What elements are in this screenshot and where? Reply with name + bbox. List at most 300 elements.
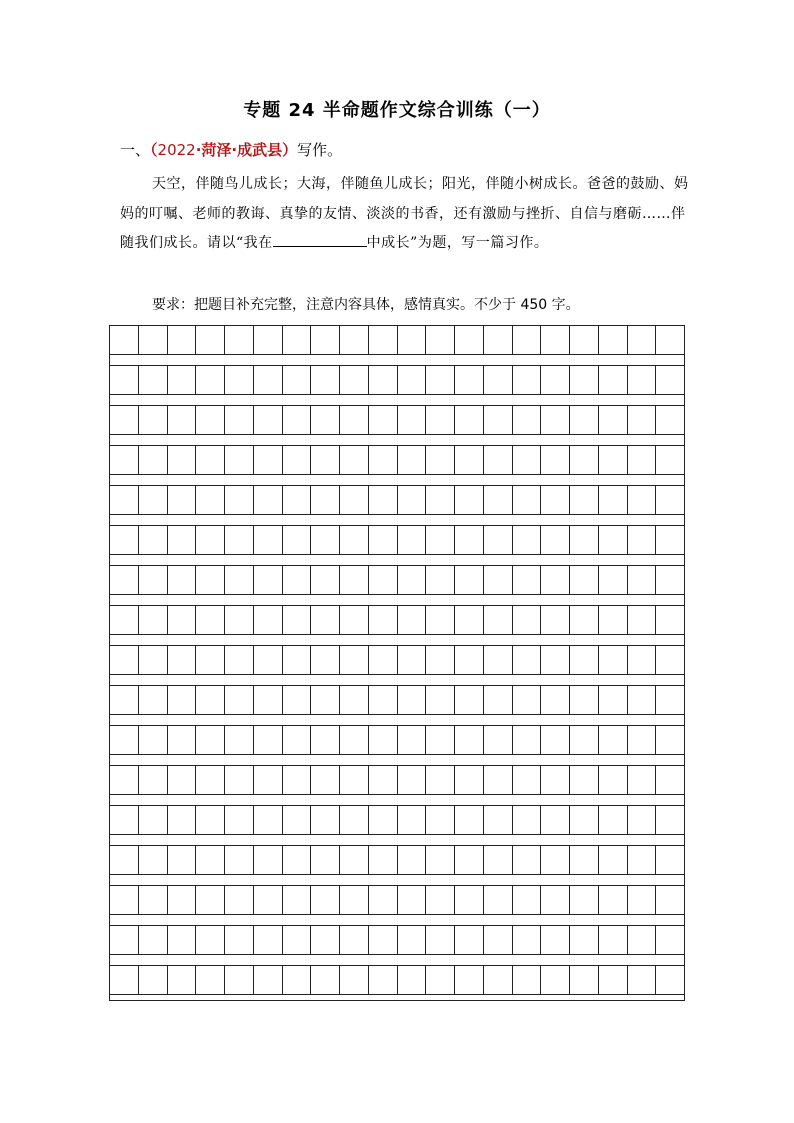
grid-cell[interactable]: [369, 726, 398, 754]
grid-cell[interactable]: [196, 886, 225, 914]
grid-cell[interactable]: [168, 686, 197, 714]
grid-cell[interactable]: [570, 846, 599, 874]
grid-cell[interactable]: [283, 846, 312, 874]
grid-cell[interactable]: [628, 486, 657, 514]
grid-cell[interactable]: [513, 326, 542, 354]
grid-cell[interactable]: [570, 326, 599, 354]
grid-cell[interactable]: [196, 526, 225, 554]
grid-cell[interactable]: [570, 926, 599, 954]
grid-cell[interactable]: [139, 766, 168, 794]
grid-cell[interactable]: [426, 406, 455, 434]
grid-cell[interactable]: [369, 646, 398, 674]
grid-cell[interactable]: [196, 846, 225, 874]
grid-cell[interactable]: [283, 406, 312, 434]
grid-cell[interactable]: [426, 326, 455, 354]
grid-cell[interactable]: [254, 406, 283, 434]
grid-cell[interactable]: [254, 566, 283, 594]
grid-cell[interactable]: [656, 766, 684, 794]
grid-cell[interactable]: [369, 846, 398, 874]
grid-cell[interactable]: [110, 406, 139, 434]
grid-cell[interactable]: [311, 446, 340, 474]
grid-cell[interactable]: [139, 526, 168, 554]
grid-cell[interactable]: [599, 486, 628, 514]
grid-cell[interactable]: [340, 606, 369, 634]
grid-cell[interactable]: [541, 846, 570, 874]
grid-cell[interactable]: [311, 686, 340, 714]
grid-cell[interactable]: [398, 846, 427, 874]
grid-cell[interactable]: [168, 326, 197, 354]
grid-cell[interactable]: [541, 606, 570, 634]
grid-cell[interactable]: [541, 806, 570, 834]
grid-cell[interactable]: [513, 406, 542, 434]
grid-cell[interactable]: [283, 606, 312, 634]
grid-cell[interactable]: [225, 966, 254, 994]
grid-cell[interactable]: [225, 686, 254, 714]
grid-cell[interactable]: [628, 806, 657, 834]
grid-cell[interactable]: [168, 486, 197, 514]
grid-cell[interactable]: [541, 966, 570, 994]
grid-cell[interactable]: [225, 486, 254, 514]
grid-cell[interactable]: [311, 606, 340, 634]
grid-cell[interactable]: [168, 566, 197, 594]
grid-cell[interactable]: [225, 806, 254, 834]
grid-cell[interactable]: [570, 886, 599, 914]
grid-cell[interactable]: [139, 326, 168, 354]
grid-cell[interactable]: [656, 726, 684, 754]
grid-cell[interactable]: [139, 446, 168, 474]
grid-cell[interactable]: [225, 846, 254, 874]
grid-cell[interactable]: [656, 526, 684, 554]
grid-cell[interactable]: [340, 926, 369, 954]
grid-cell[interactable]: [656, 646, 684, 674]
grid-cell[interactable]: [541, 726, 570, 754]
grid-cell[interactable]: [513, 566, 542, 594]
grid-cell[interactable]: [254, 726, 283, 754]
grid-cell[interactable]: [369, 926, 398, 954]
grid-cell[interactable]: [513, 886, 542, 914]
grid-cell[interactable]: [455, 646, 484, 674]
grid-cell[interactable]: [398, 646, 427, 674]
grid-cell[interactable]: [398, 686, 427, 714]
grid-cell[interactable]: [426, 686, 455, 714]
grid-cell[interactable]: [541, 886, 570, 914]
grid-cell[interactable]: [311, 366, 340, 394]
grid-cell[interactable]: [283, 966, 312, 994]
grid-cell[interactable]: [110, 526, 139, 554]
grid-cell[interactable]: [570, 486, 599, 514]
grid-cell[interactable]: [369, 886, 398, 914]
grid-cell[interactable]: [139, 486, 168, 514]
grid-cell[interactable]: [570, 366, 599, 394]
grid-cell[interactable]: [513, 926, 542, 954]
grid-cell[interactable]: [196, 766, 225, 794]
grid-cell[interactable]: [628, 846, 657, 874]
grid-cell[interactable]: [168, 646, 197, 674]
grid-cell[interactable]: [484, 966, 513, 994]
grid-cell[interactable]: [513, 686, 542, 714]
grid-cell[interactable]: [283, 326, 312, 354]
grid-cell[interactable]: [139, 566, 168, 594]
grid-cell[interactable]: [570, 566, 599, 594]
grid-cell[interactable]: [340, 366, 369, 394]
grid-cell[interactable]: [225, 926, 254, 954]
grid-cell[interactable]: [455, 446, 484, 474]
grid-cell[interactable]: [426, 486, 455, 514]
grid-cell[interactable]: [311, 326, 340, 354]
grid-cell[interactable]: [599, 726, 628, 754]
grid-cell[interactable]: [628, 686, 657, 714]
grid-cell[interactable]: [541, 446, 570, 474]
grid-cell[interactable]: [455, 766, 484, 794]
grid-cell[interactable]: [628, 526, 657, 554]
grid-cell[interactable]: [139, 726, 168, 754]
grid-cell[interactable]: [110, 566, 139, 594]
grid-cell[interactable]: [311, 566, 340, 594]
grid-cell[interactable]: [426, 446, 455, 474]
grid-cell[interactable]: [484, 686, 513, 714]
grid-cell[interactable]: [340, 446, 369, 474]
grid-cell[interactable]: [599, 406, 628, 434]
grid-cell[interactable]: [398, 526, 427, 554]
grid-cell[interactable]: [599, 326, 628, 354]
grid-cell[interactable]: [656, 846, 684, 874]
grid-cell[interactable]: [168, 726, 197, 754]
grid-cell[interactable]: [369, 566, 398, 594]
grid-cell[interactable]: [196, 566, 225, 594]
grid-cell[interactable]: [110, 326, 139, 354]
grid-cell[interactable]: [484, 446, 513, 474]
grid-cell[interactable]: [599, 566, 628, 594]
grid-cell[interactable]: [513, 726, 542, 754]
grid-cell[interactable]: [254, 846, 283, 874]
title-blank[interactable]: [273, 232, 367, 247]
grid-cell[interactable]: [369, 446, 398, 474]
grid-cell[interactable]: [311, 726, 340, 754]
grid-cell[interactable]: [541, 766, 570, 794]
grid-cell[interactable]: [484, 646, 513, 674]
grid-cell[interactable]: [110, 686, 139, 714]
grid-cell[interactable]: [139, 606, 168, 634]
grid-cell[interactable]: [283, 526, 312, 554]
grid-cell[interactable]: [455, 486, 484, 514]
grid-cell[interactable]: [570, 606, 599, 634]
grid-cell[interactable]: [455, 326, 484, 354]
grid-cell[interactable]: [340, 486, 369, 514]
grid-cell[interactable]: [656, 446, 684, 474]
grid-cell[interactable]: [196, 406, 225, 434]
grid-cell[interactable]: [196, 686, 225, 714]
grid-cell[interactable]: [484, 846, 513, 874]
grid-cell[interactable]: [628, 406, 657, 434]
grid-cell[interactable]: [656, 406, 684, 434]
grid-cell[interactable]: [570, 406, 599, 434]
grid-cell[interactable]: [513, 486, 542, 514]
grid-cell[interactable]: [599, 606, 628, 634]
grid-cell[interactable]: [426, 846, 455, 874]
grid-cell[interactable]: [340, 686, 369, 714]
grid-cell[interactable]: [656, 486, 684, 514]
grid-cell[interactable]: [369, 606, 398, 634]
grid-cell[interactable]: [196, 326, 225, 354]
grid-cell[interactable]: [225, 566, 254, 594]
grid-cell[interactable]: [513, 966, 542, 994]
grid-cell[interactable]: [426, 886, 455, 914]
grid-cell[interactable]: [110, 486, 139, 514]
grid-cell[interactable]: [513, 846, 542, 874]
grid-cell[interactable]: [599, 686, 628, 714]
grid-cell[interactable]: [340, 846, 369, 874]
grid-cell[interactable]: [513, 606, 542, 634]
grid-cell[interactable]: [283, 686, 312, 714]
grid-cell[interactable]: [225, 406, 254, 434]
grid-cell[interactable]: [196, 726, 225, 754]
grid-cell[interactable]: [369, 526, 398, 554]
grid-cell[interactable]: [225, 726, 254, 754]
grid-cell[interactable]: [628, 766, 657, 794]
grid-cell[interactable]: [455, 686, 484, 714]
grid-cell[interactable]: [484, 486, 513, 514]
grid-cell[interactable]: [340, 886, 369, 914]
grid-cell[interactable]: [628, 446, 657, 474]
grid-cell[interactable]: [340, 766, 369, 794]
grid-cell[interactable]: [455, 886, 484, 914]
grid-cell[interactable]: [225, 606, 254, 634]
grid-cell[interactable]: [628, 326, 657, 354]
grid-cell[interactable]: [311, 806, 340, 834]
grid-cell[interactable]: [110, 966, 139, 994]
grid-cell[interactable]: [168, 406, 197, 434]
grid-cell[interactable]: [398, 566, 427, 594]
grid-cell[interactable]: [254, 486, 283, 514]
grid-cell[interactable]: [196, 606, 225, 634]
grid-cell[interactable]: [139, 366, 168, 394]
grid-cell[interactable]: [426, 806, 455, 834]
grid-cell[interactable]: [398, 886, 427, 914]
grid-cell[interactable]: [110, 886, 139, 914]
grid-cell[interactable]: [311, 406, 340, 434]
grid-cell[interactable]: [110, 446, 139, 474]
grid-cell[interactable]: [513, 766, 542, 794]
grid-cell[interactable]: [168, 846, 197, 874]
grid-cell[interactable]: [196, 646, 225, 674]
grid-cell[interactable]: [254, 446, 283, 474]
grid-cell[interactable]: [168, 766, 197, 794]
grid-cell[interactable]: [110, 926, 139, 954]
grid-cell[interactable]: [398, 446, 427, 474]
grid-cell[interactable]: [283, 766, 312, 794]
grid-cell[interactable]: [283, 486, 312, 514]
grid-cell[interactable]: [656, 686, 684, 714]
grid-cell[interactable]: [398, 326, 427, 354]
grid-cell[interactable]: [225, 366, 254, 394]
grid-cell[interactable]: [340, 726, 369, 754]
grid-cell[interactable]: [311, 886, 340, 914]
grid-cell[interactable]: [196, 446, 225, 474]
grid-cell[interactable]: [570, 446, 599, 474]
grid-cell[interactable]: [398, 806, 427, 834]
grid-cell[interactable]: [283, 646, 312, 674]
grid-cell[interactable]: [455, 526, 484, 554]
grid-cell[interactable]: [398, 606, 427, 634]
grid-cell[interactable]: [628, 646, 657, 674]
grid-cell[interactable]: [656, 606, 684, 634]
grid-cell[interactable]: [656, 326, 684, 354]
grid-cell[interactable]: [254, 326, 283, 354]
grid-cell[interactable]: [254, 886, 283, 914]
grid-cell[interactable]: [484, 526, 513, 554]
grid-cell[interactable]: [599, 886, 628, 914]
grid-cell[interactable]: [426, 926, 455, 954]
grid-cell[interactable]: [398, 966, 427, 994]
grid-cell[interactable]: [599, 366, 628, 394]
grid-cell[interactable]: [628, 566, 657, 594]
grid-cell[interactable]: [455, 926, 484, 954]
grid-cell[interactable]: [369, 686, 398, 714]
grid-cell[interactable]: [426, 606, 455, 634]
grid-cell[interactable]: [455, 606, 484, 634]
grid-cell[interactable]: [455, 846, 484, 874]
grid-cell[interactable]: [110, 766, 139, 794]
grid-cell[interactable]: [398, 486, 427, 514]
grid-cell[interactable]: [570, 766, 599, 794]
grid-cell[interactable]: [283, 726, 312, 754]
grid-cell[interactable]: [225, 446, 254, 474]
grid-cell[interactable]: [541, 326, 570, 354]
grid-cell[interactable]: [110, 606, 139, 634]
grid-cell[interactable]: [656, 806, 684, 834]
grid-cell[interactable]: [225, 766, 254, 794]
grid-cell[interactable]: [484, 406, 513, 434]
grid-cell[interactable]: [254, 926, 283, 954]
grid-cell[interactable]: [484, 366, 513, 394]
grid-cell[interactable]: [656, 566, 684, 594]
grid-cell[interactable]: [369, 406, 398, 434]
grid-cell[interactable]: [455, 406, 484, 434]
grid-cell[interactable]: [369, 326, 398, 354]
grid-cell[interactable]: [254, 966, 283, 994]
grid-cell[interactable]: [311, 646, 340, 674]
grid-cell[interactable]: [340, 326, 369, 354]
grid-cell[interactable]: [254, 526, 283, 554]
grid-cell[interactable]: [455, 966, 484, 994]
grid-cell[interactable]: [628, 966, 657, 994]
grid-cell[interactable]: [369, 486, 398, 514]
grid-cell[interactable]: [484, 566, 513, 594]
grid-cell[interactable]: [311, 846, 340, 874]
grid-cell[interactable]: [570, 806, 599, 834]
grid-cell[interactable]: [628, 886, 657, 914]
grid-cell[interactable]: [139, 406, 168, 434]
grid-cell[interactable]: [168, 806, 197, 834]
grid-cell[interactable]: [513, 646, 542, 674]
grid-cell[interactable]: [196, 806, 225, 834]
grid-cell[interactable]: [656, 966, 684, 994]
grid-cell[interactable]: [110, 846, 139, 874]
grid-cell[interactable]: [340, 406, 369, 434]
grid-cell[interactable]: [168, 886, 197, 914]
grid-cell[interactable]: [225, 646, 254, 674]
grid-cell[interactable]: [570, 526, 599, 554]
grid-cell[interactable]: [340, 966, 369, 994]
grid-cell[interactable]: [484, 766, 513, 794]
grid-cell[interactable]: [340, 806, 369, 834]
grid-cell[interactable]: [455, 806, 484, 834]
grid-cell[interactable]: [340, 566, 369, 594]
grid-cell[interactable]: [656, 886, 684, 914]
grid-cell[interactable]: [369, 766, 398, 794]
grid-cell[interactable]: [513, 526, 542, 554]
grid-cell[interactable]: [168, 966, 197, 994]
grid-cell[interactable]: [254, 806, 283, 834]
grid-cell[interactable]: [455, 566, 484, 594]
grid-cell[interactable]: [398, 366, 427, 394]
grid-cell[interactable]: [196, 966, 225, 994]
grid-cell[interactable]: [455, 726, 484, 754]
grid-cell[interactable]: [513, 806, 542, 834]
grid-cell[interactable]: [455, 366, 484, 394]
grid-cell[interactable]: [168, 446, 197, 474]
grid-cell[interactable]: [484, 926, 513, 954]
grid-cell[interactable]: [196, 486, 225, 514]
grid-cell[interactable]: [541, 566, 570, 594]
grid-cell[interactable]: [254, 646, 283, 674]
grid-cell[interactable]: [139, 846, 168, 874]
grid-cell[interactable]: [254, 366, 283, 394]
grid-cell[interactable]: [628, 366, 657, 394]
grid-cell[interactable]: [656, 926, 684, 954]
grid-cell[interactable]: [484, 726, 513, 754]
grid-cell[interactable]: [541, 686, 570, 714]
grid-cell[interactable]: [484, 886, 513, 914]
grid-cell[interactable]: [426, 526, 455, 554]
grid-cell[interactable]: [168, 366, 197, 394]
grid-cell[interactable]: [225, 326, 254, 354]
grid-cell[interactable]: [426, 646, 455, 674]
grid-cell[interactable]: [283, 806, 312, 834]
grid-cell[interactable]: [110, 726, 139, 754]
grid-cell[interactable]: [656, 366, 684, 394]
grid-cell[interactable]: [599, 526, 628, 554]
grid-cell[interactable]: [570, 686, 599, 714]
grid-cell[interactable]: [484, 326, 513, 354]
grid-cell[interactable]: [570, 646, 599, 674]
grid-cell[interactable]: [541, 366, 570, 394]
grid-cell[interactable]: [599, 766, 628, 794]
grid-cell[interactable]: [599, 846, 628, 874]
grid-cell[interactable]: [599, 966, 628, 994]
grid-cell[interactable]: [225, 526, 254, 554]
grid-cell[interactable]: [311, 766, 340, 794]
grid-cell[interactable]: [369, 966, 398, 994]
grid-cell[interactable]: [311, 926, 340, 954]
grid-cell[interactable]: [139, 646, 168, 674]
grid-cell[interactable]: [369, 366, 398, 394]
grid-cell[interactable]: [369, 806, 398, 834]
grid-cell[interactable]: [426, 966, 455, 994]
grid-cell[interactable]: [398, 926, 427, 954]
grid-cell[interactable]: [139, 926, 168, 954]
grid-cell[interactable]: [168, 526, 197, 554]
grid-cell[interactable]: [110, 646, 139, 674]
grid-cell[interactable]: [599, 646, 628, 674]
grid-cell[interactable]: [484, 806, 513, 834]
grid-cell[interactable]: [311, 526, 340, 554]
grid-cell[interactable]: [196, 926, 225, 954]
grid-cell[interactable]: [513, 366, 542, 394]
grid-cell[interactable]: [311, 966, 340, 994]
grid-cell[interactable]: [541, 406, 570, 434]
grid-cell[interactable]: [426, 726, 455, 754]
